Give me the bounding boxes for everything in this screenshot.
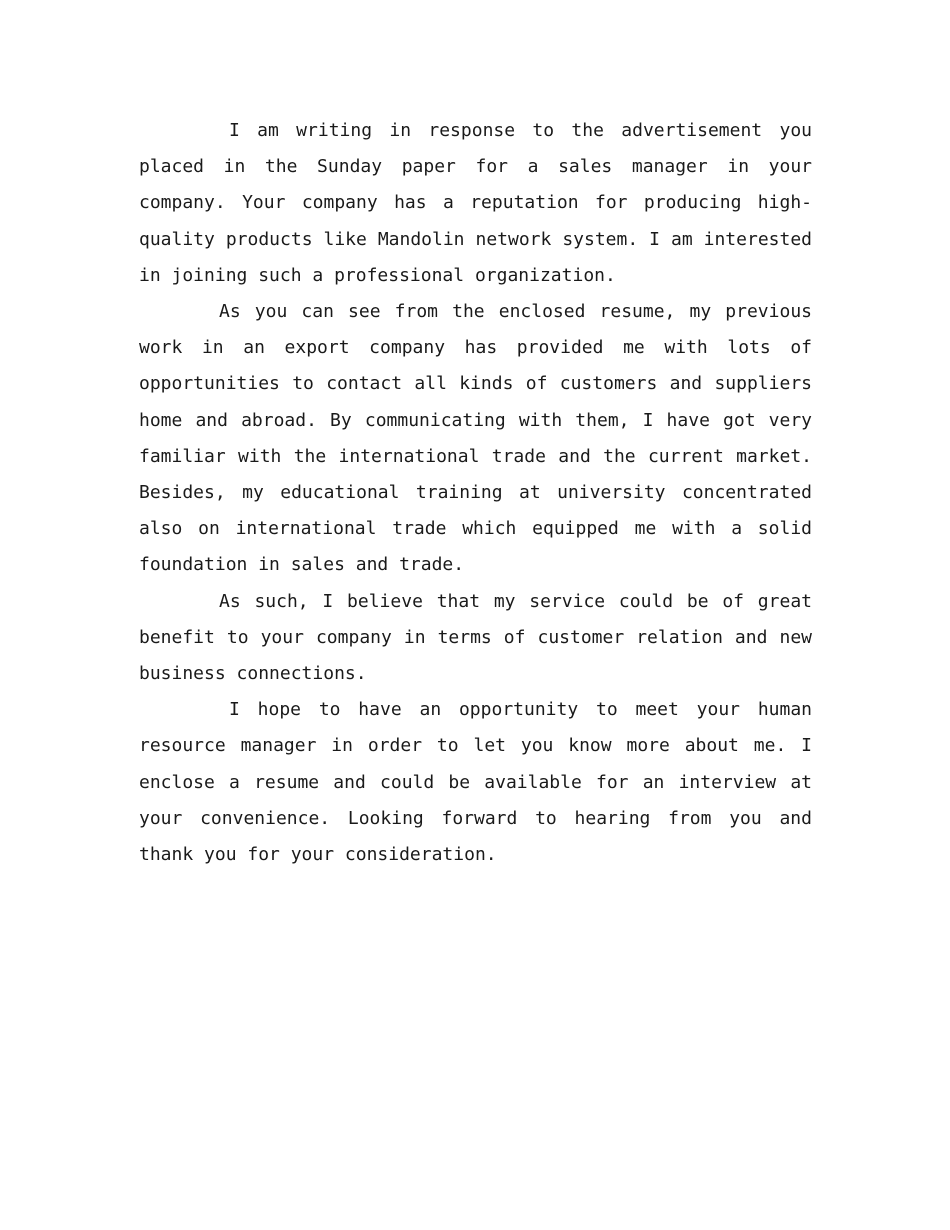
paragraph-intro: I am writing in response to the advertisement you placed in the Sunday paper for a sales manager in your company. Your company has a reputation for producing high-quality products like Mandolin network system. I am interested in joining such a professional organization. [139,120,812,286]
paragraph-benefit: As such, I believe that my service could be of great benefit to your company in terms of customer relation and new business connections. [139,590,812,685]
paragraph-closing: I hope to have an opportunity to meet your human resource manager in order to let you know more about me. I enclose a resume and could be available for an interview at your convenience. Looking forward to hearing from you and thank you for your consideration. [139,699,812,866]
letter-body [139,113,812,873]
paragraph-experience: As you can see from the enclosed resume, my previous work in an export company has provided me with lots of opportunities to contact all kinds of customers and suppliers home and abroad. By communicating with them, I have got very familiar with the international trade and the current market. Besides, my educational training at university concentrated also on international trade which equipped me with a solid foundation in sales and trade. [139,301,812,576]
